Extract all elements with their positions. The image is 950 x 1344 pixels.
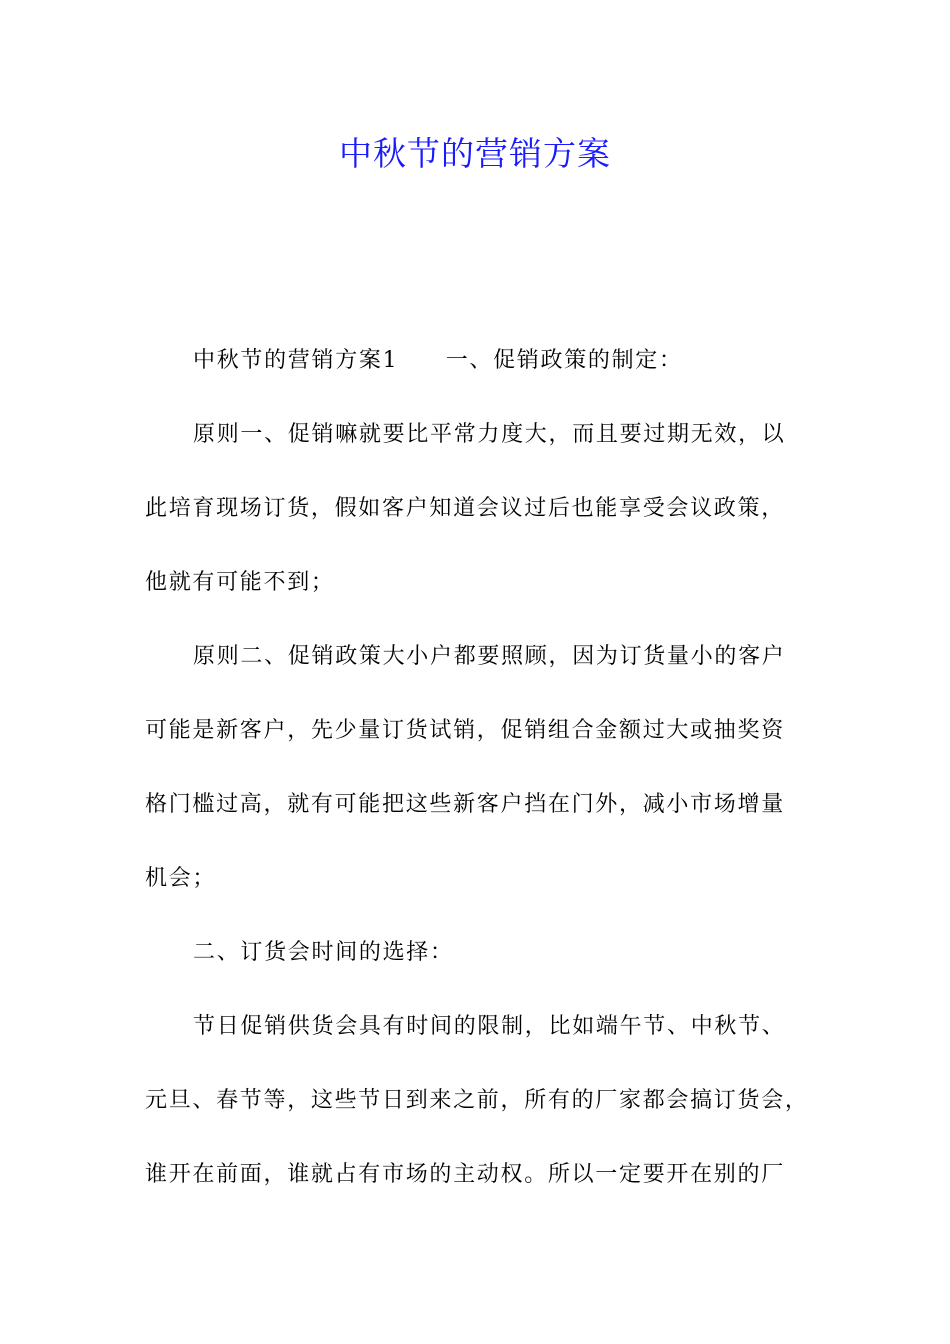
document-title: 中秋节的营销方案 — [339, 134, 611, 173]
paragraph-line: 元旦、春节等，这些节日到来之前，所有的厂家都会搞订货会， — [145, 1088, 809, 1113]
section-heading: 二、订货会时间的选择： — [193, 940, 454, 965]
paragraph-line: 机会； — [145, 866, 217, 891]
paragraph-line: 格门槛过高，就有可能把这些新客户挡在门外，减小市场增量 — [145, 792, 785, 817]
paragraph-line: 可能是新客户，先少量订货试销，促销组合金额过大或抽奖资 — [145, 718, 785, 743]
paragraph-line: 原则二、促销政策大小户都要照顾，因为订货量小的客户 — [193, 644, 786, 669]
paragraph-line: 节日促销供货会具有时间的限制，比如端午节、中秋节、 — [193, 1014, 786, 1039]
paragraph-line: 他就有可能不到； — [145, 570, 335, 595]
paragraph-line: 此培育现场订货，假如客户知道会议过后也能享受会议政策， — [145, 496, 785, 521]
paragraph-line: 谁开在前面，谁就占有市场的主动权。所以一定要开在别的厂 — [145, 1162, 785, 1187]
paragraph-line: 原则一、促销嘛就要比平常力度大，而且要过期无效，以 — [193, 422, 786, 447]
paragraph-line: 中秋节的营销方案1 一、促销政策的制定： — [193, 348, 683, 373]
